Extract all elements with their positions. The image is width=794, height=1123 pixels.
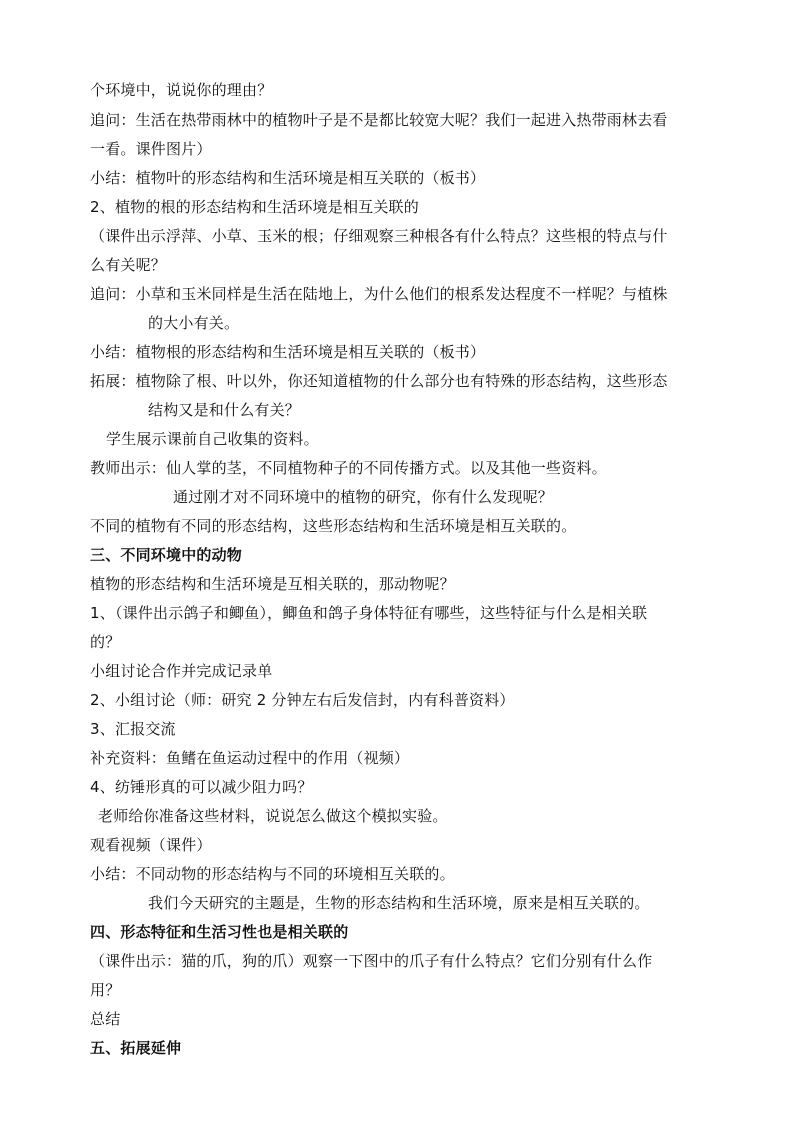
text-line-23: 3、汇报交流 bbox=[90, 720, 176, 738]
text-line-27: 观看视频（课件） bbox=[90, 836, 212, 854]
text-line-6: （课件出示浮萍、小草、玉米的根；仔细观察三种根各有什么特点？这些根的特点与什 bbox=[90, 227, 668, 245]
text-line-28: 小结：不同动物的形态结构与不同的环境相互关联的。 bbox=[90, 865, 455, 883]
section-heading-5: 五、拓展延伸 bbox=[90, 1039, 182, 1057]
text-line-32: 用？ bbox=[90, 981, 121, 999]
text-line-1: 个环境中，说说你的理由？ bbox=[90, 81, 273, 99]
text-line-20: 的？ bbox=[90, 633, 121, 651]
text-line-3: 一看。课件图片） bbox=[90, 140, 212, 158]
text-line-31: （课件出示：猫的爪，狗的爪）观察一下图中的爪子有什么特点？它们分别有什么作 bbox=[90, 952, 653, 970]
text-line-5: 2、植物的根的形态结构和生活环境是相互关联的 bbox=[90, 198, 419, 216]
section-heading-3: 三、不同环境中的动物 bbox=[90, 546, 243, 564]
text-line-10: 小结：植物根的形态结构和生活环境是相互关联的（板书） bbox=[90, 343, 486, 361]
text-line-15: 通过刚才对不同环境中的植物的研究，你有什么发现呢？ bbox=[173, 488, 554, 506]
text-line-24: 补充资料：鱼鳍在鱼运动过程中的作用（视频） bbox=[90, 749, 410, 767]
text-line-19: 1、（课件出示鸽子和鲫鱼），鲫鱼和鸽子身体特征有哪些，这些特征与什么是相关联 bbox=[90, 604, 648, 622]
text-line-11: 拓展：植物除了根、叶以外，你还知道植物的什么部分也有特殊的形态结构，这些形态 bbox=[90, 372, 668, 390]
text-line-16: 不同的植物有不同的形态结构，这些形态结构和生活环境是相互关联的。 bbox=[90, 517, 577, 535]
text-line-26: 老师给你准备这些材料，说说怎么做这个模拟实验。 bbox=[98, 807, 448, 825]
text-line-4: 小结：植物叶的形态结构和生活环境是相互关联的（板书） bbox=[90, 169, 486, 187]
text-line-12: 结构又是和什么有关？ bbox=[148, 401, 301, 419]
text-line-8: 追问：小草和玉米同样是生活在陆地上，为什么他们的根系发达程度不一样呢？与植株 bbox=[90, 285, 668, 303]
section-heading-4: 四、形态特征和生活习性也是相关联的 bbox=[90, 923, 349, 941]
text-line-21: 小组讨论合作并完成记录单 bbox=[90, 662, 273, 680]
text-line-7: 么有关呢？ bbox=[90, 256, 167, 274]
text-line-29: 我们今天研究的主题是，生物的形态结构和生活环境，原来是相互关联的。 bbox=[148, 894, 650, 912]
text-line-14: 教师出示：仙人掌的茎，不同植物种子的不同传播方式。以及其他一些资料。 bbox=[90, 459, 607, 477]
text-line-18: 植物的形态结构和生活环境是互相关联的，那动物呢？ bbox=[90, 575, 455, 593]
text-line-9: 的大小有关。 bbox=[148, 314, 240, 332]
text-line-25: 4、纺锤形真的可以减少阻力吗？ bbox=[90, 778, 313, 796]
text-line-13: 学生展示课前自己收集的资料。 bbox=[106, 430, 319, 448]
text-line-33: 总结 bbox=[90, 1010, 121, 1028]
text-line-2: 追问：生活在热带雨林中的植物叶子是不是都比较宽大呢？我们一起进入热带雨林去看 bbox=[90, 111, 668, 129]
text-line-22: 2、小组讨论（师：研究 2 分钟左右后发信封，内有科普资料） bbox=[90, 691, 515, 709]
